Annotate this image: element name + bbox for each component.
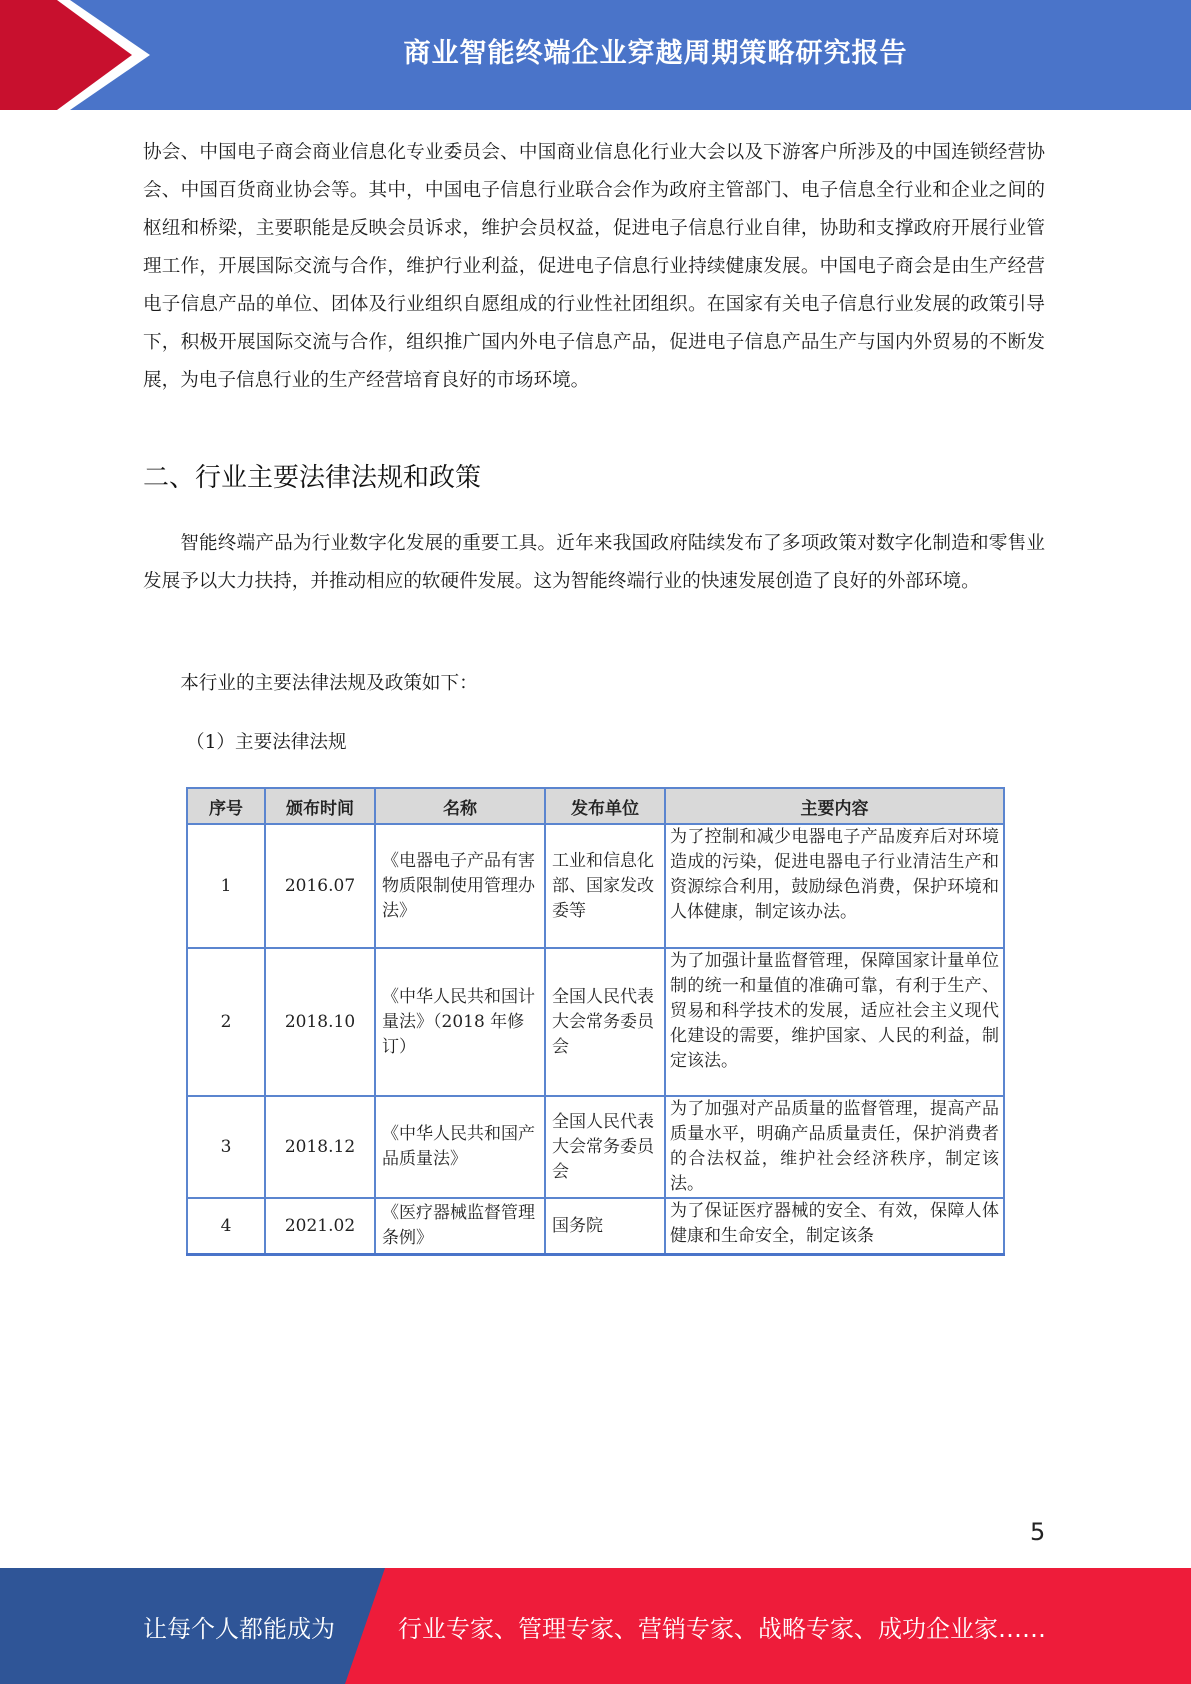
page-number: 5 (1030, 1518, 1046, 1546)
cell-no: 3 (187, 1096, 265, 1198)
cell-no: 4 (187, 1198, 265, 1255)
cell-issuer: 国务院 (545, 1198, 665, 1255)
cell-name: 《医疗器械监督管理条例》 (375, 1198, 545, 1255)
table-row (187, 1198, 1004, 1255)
cell-date: 2018.10 (265, 948, 375, 1096)
header-content: 主要内容 (665, 788, 1004, 824)
table-row (187, 948, 1004, 1096)
cell-date: 2021.02 (265, 1198, 375, 1255)
cell-name: 《电器电子产品有害物质限制使用管理办法》 (375, 824, 545, 948)
cell-date: 2018.12 (265, 1096, 375, 1198)
cell-content: 为了加强计量监督管理，保障国家计量单位制的统一和量值的准确可靠，有利于生产、贸易和科学技术的发展，适应社会主义现代化建设的需要，维护国家、人民的利益，制定该法。 (665, 948, 1004, 1096)
cell-no: 1 (187, 824, 265, 948)
report-title: 商业智能终端企业穿越周期策略研究报告 (403, 37, 908, 69)
page-header (0, 0, 1191, 110)
header-date: 颁布时间 (265, 788, 375, 824)
section-heading: 二、行业主要法律法规和政策 (143, 463, 482, 493)
paragraph-policy-intro: 智能终端产品为行业数字化发展的重要工具。近年来我国政府陆续发布了多项政策对数字化制造和零售业发展予以大力扶持，并推动相应的软硬件发展。这为智能终端行业的快速发展创造了良好的外部环境。 (143, 533, 1045, 592)
cell-name: 《中华人民共和国计量法》（2018 年修订） (375, 948, 545, 1096)
cell-issuer: 全国人民代表大会常务委员会 (545, 1096, 665, 1198)
cell-content: 为了加强对产品质量的监督管理，提高产品质量水平，明确产品质量责任，保护消费者的合法权益，维护社会经济秩序，制定该法。 (665, 1096, 1004, 1198)
header-no: 序号 (187, 788, 265, 824)
table-row (187, 824, 1004, 948)
cell-issuer: 工业和信息化部、国家发改委等 (545, 824, 665, 948)
table-row (187, 1096, 1004, 1198)
footer-slogan-left: 让每个人都能成为 (143, 1614, 335, 1643)
footer-slogan-right: 行业专家、管理专家、营销专家、战略专家、成功企业家…… (398, 1614, 1046, 1643)
header-issuer: 发布单位 (545, 788, 665, 824)
cell-no: 2 (187, 948, 265, 1096)
header-chevron-icon (0, 0, 160, 110)
paragraph-associations: 协会、中国电子商会商业信息化专业委员会、中国商业信息化行业大会以及下游客户所涉及的中国连锁经营协会、中国百货商业协会等。其中，中国电子信息行业联合会作为政府主管部门、电子信息全行业和企业之间的枢纽和桥梁，主要职能是反映会员诉求，维护会员权益，促进电子信息行业自律，协助和支撑政府开展行业管理工作，开展国际交流与合作，维护行业利益，促进电子信息行业持续健康发展。中国电子商会是由生产经营电子信息产品的单位、团体及行业组织自愿组成的行业性社团组织。在国家有关电子信息行业发展的政策引导下，积极开展国际交流与合作，组织推广国内外电子信息产品，促进电子信息产品生产与国内外贸易的不断发展，为电子信息行业的生产经营培育良好的市场环境。 (143, 142, 1045, 391)
cell-issuer: 全国人民代表大会常务委员会 (545, 948, 665, 1096)
cell-content: 为了控制和减少电器电子产品废弃后对环境造成的污染，促进电器电子行业清洁生产和资源综合利用，鼓励绿色消费，保护环境和人体健康，制定该办法。 (665, 824, 1004, 948)
subsection-label: （1）主要法律法规 (186, 732, 347, 753)
paragraph-list-intro: 本行业的主要法律法规及政策如下： (180, 673, 478, 694)
table-header-row (187, 788, 1004, 824)
page-footer (0, 1568, 1191, 1684)
cell-name: 《中华人民共和国产品质量法》 (375, 1096, 545, 1198)
header-name: 名称 (375, 788, 545, 824)
cell-content: 为了保证医疗器械的安全、有效，保障人体健康和生命安全，制定该条 (665, 1198, 1004, 1255)
cell-date: 2016.07 (265, 824, 375, 948)
laws-table (186, 787, 1005, 1256)
